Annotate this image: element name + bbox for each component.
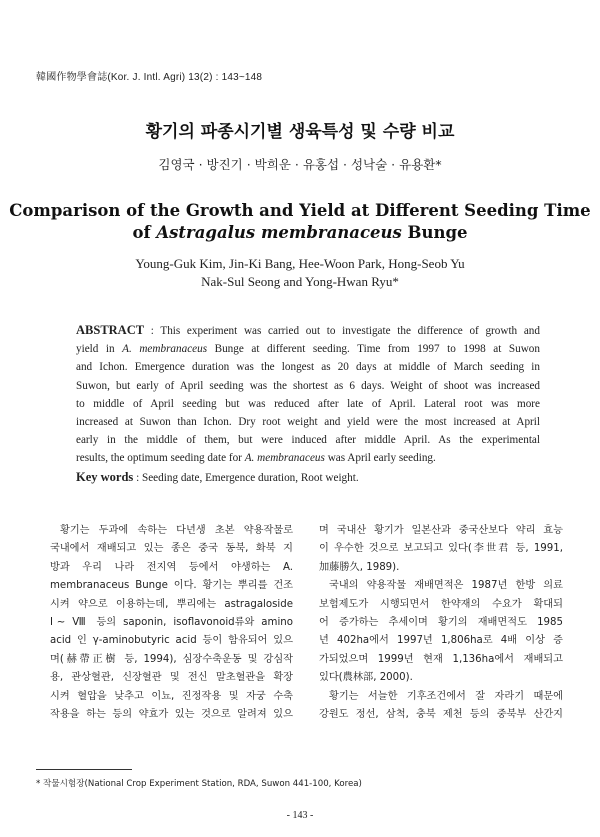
body-line: 어 증가하는 추세이며 황기의 재배면적도 1985	[319, 617, 563, 629]
body-line: 며(赫帶正樹 등, 1994), 심장수축운동 및 강심작	[50, 653, 293, 665]
footnote-divider	[36, 769, 132, 770]
english-authors	[0, 255, 600, 291]
body-column-left	[50, 522, 293, 724]
body-line: 국내의 약용작물 재배면적은 1987년 한방 의료	[329, 580, 563, 592]
body-line: 있다(農林部, 2000).	[319, 672, 413, 684]
footnote: * 작물시험장(National Crop Experiment Station, RDA, Suwon 441-100, Korea)	[36, 779, 362, 789]
english-title-prefix: of	[132, 223, 157, 242]
body-column-right	[319, 522, 563, 724]
body-line: 며 국내산 황기가 일본산과 중국산보다 약리 효능	[319, 525, 563, 536]
body-line: 시켜 혈압을 낮추고 이뇨, 진정작용 및 자궁 수축	[50, 690, 293, 702]
keywords-label: Key words	[76, 470, 134, 484]
korean-authors: 김영국 · 방진기 · 박희운 · 유홍섭 · 성낙술 · 유용환*	[158, 157, 442, 172]
abstract-line: and Ichon. Emergence duration was the longest as 20 days at middle of March seeding in	[76, 361, 540, 374]
keywords-text: : Seeding date, Emergence duration, Root weight.	[133, 472, 359, 484]
english-authors-line2: Nak-Sul Seong and Yong-Hwan Ryu*	[201, 274, 399, 289]
abstract-line: yield in A. membranaceus Bunge at different seeding. Time from 1997 to 1998 at Suwon	[76, 343, 540, 356]
species-name: A. membranaceus	[122, 343, 208, 356]
body-line: 시켜 약으로 이용하는데, 뿌리에는 astragaloside	[50, 598, 293, 610]
species-name: Astragalus membranaceus	[156, 223, 402, 242]
body-line: 加藤勝久, 1989).	[319, 561, 400, 573]
english-title-line2	[0, 222, 600, 244]
body-line: 작용을 하는 등의 약효가 있는 것으로 알려져 있으	[50, 709, 293, 721]
species-name: A. membranaceus	[244, 452, 325, 465]
page-number: - 143 -	[286, 810, 314, 821]
abstract-line: early in the middle of them, but were induced after middle April. As the experimental	[76, 434, 540, 447]
abstract-line: Suwon, but early of April seeding was the shortest as 6 days. Weight of shoot was increased	[76, 379, 540, 392]
abstract-line: results, the optimum seeding date for A. membranaceus was April early seeding.	[76, 452, 436, 465]
english-title-line1: Comparison of the Growth and Yield at Different Seeding Time	[9, 201, 591, 220]
english-title-suffix: Bunge	[401, 223, 468, 242]
body-line: 방과 우리 나라 전지역 등에서 야생하는 A.	[50, 561, 293, 573]
body-line: 가되었으며 1999년 현재 1,136ha에서 재배되고	[319, 653, 563, 665]
body-line: 년 402ha에서 1997년 1,806ha로 4배 이상 증	[319, 635, 563, 647]
body-line: 용, 관상혈관, 신장혈관 및 전신 말초혈관을 확장	[50, 672, 293, 684]
abstract-label: ABSTRACT	[76, 323, 145, 337]
journal-citation: 韓國作物學會誌(Kor. J. Intl. Agri) 13(2) : 143~148	[36, 72, 263, 83]
body-line: 이 우수한 것으로 보고되고 있다(李世君 등, 1991,	[319, 543, 563, 555]
body-line: Ⅰ~ Ⅷ 등의 saponin, isoflavonoid류와 amino	[50, 617, 293, 629]
korean-title: 황기의 파종시기별 생육특성 및 수량 비교	[145, 122, 455, 142]
body-line: acid 인 γ-aminobutyric acid 등이 함유되어 있으	[50, 635, 293, 647]
body-line: 보험제도가 시행되면서 한약재의 수요가 확대되	[319, 598, 563, 610]
keywords	[76, 470, 359, 485]
body-line: 강원도 정선, 삼척, 충북 제천 등의 중북부 산간지	[319, 709, 563, 721]
english-title	[0, 200, 600, 244]
abstract	[76, 321, 540, 468]
abstract-text: : This experiment was carried out to investigate the difference of growth and	[144, 325, 540, 337]
abstract-line	[76, 321, 540, 340]
body-line: 황기는 서늘한 기후조건에서 잘 자라기 때문에	[329, 690, 563, 702]
english-authors-line1: Young-Guk Kim, Jin-Ki Bang, Hee-Woon Park, Hong-Seob Yu	[135, 256, 465, 271]
body-line: 황기는 두과에 속하는 다년생 초본 약용작물로	[60, 525, 293, 536]
abstract-line: to middle of April seeding but was reduced after late of April. Lateral root was more	[76, 397, 540, 410]
body-line: 국내에서 재배되고 있는 종은 중국 동북, 화북 지	[50, 543, 293, 555]
abstract-line: increased at Suwon than Ichon. Dry root weight and yield were the most increased at April	[76, 416, 540, 429]
body-line: membranaceus Bunge 이다. 황기는 뿌리를 건조	[50, 580, 293, 592]
